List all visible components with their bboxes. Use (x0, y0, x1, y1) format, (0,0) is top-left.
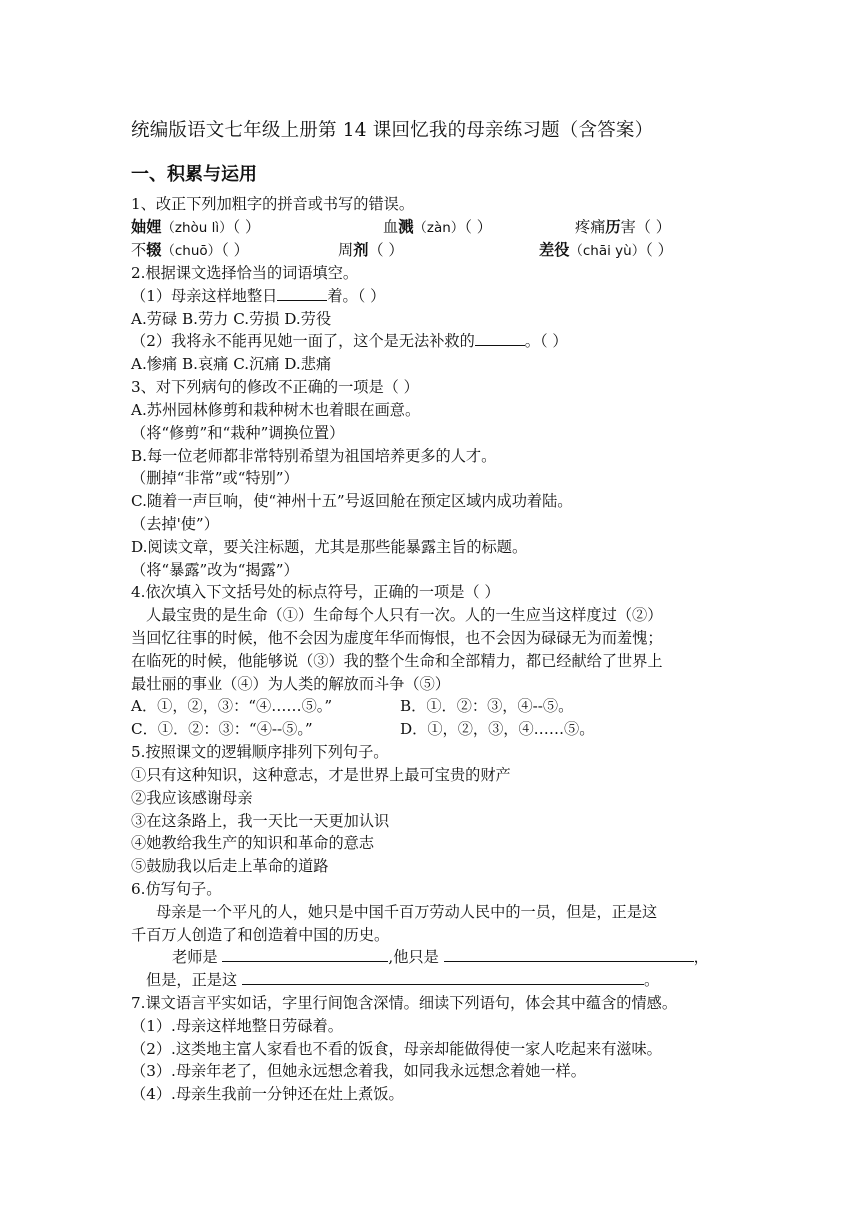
q1-w1-pinyin: （zhòu lì） (161, 220, 233, 236)
q5-sentence: ③在这条路上，我一天比一天更加认识 (131, 812, 390, 830)
q5-sentence: ①只有这种知识，这种意志，才是世界上最可宝贵的财产 (131, 766, 511, 784)
q1-stem: 1、改正下列加粗字的拼音或书写的错误。 (131, 195, 415, 213)
q6-fill-text: 。 (643, 971, 660, 989)
q3-option-d-note: （将“暴露”改为“揭露”） (131, 561, 299, 579)
q6-fill-text: ,他只是 (388, 948, 439, 966)
q2-stem: 2.根据课文选择恰当的词语填空。 (131, 264, 359, 282)
q6-fill-line-2 (146, 969, 659, 991)
q1-row2-b (338, 239, 404, 261)
q2-s2-blank[interactable] (475, 330, 525, 346)
q5-sentence: ②我应该感谢母亲 (131, 789, 253, 807)
q7-sentence: （1）.母亲这样地整日劳碌着。 (131, 1017, 343, 1035)
section-heading: 一、积累与运用 (131, 164, 257, 185)
q1-w5-word: 剂 (353, 241, 369, 259)
q1-w2-answer: （ ） (464, 218, 492, 236)
q2-s1-blank[interactable] (277, 285, 327, 301)
q2-s1-options: A.劳碌 B.劳力 C.劳损 D.劳役 (131, 310, 332, 328)
q3-option-b-note: （删掉“非常”或“特别”） (131, 469, 299, 487)
q6-blank-2[interactable] (444, 946, 694, 962)
q5-sentence: ⑤鼓励我以后走上革命的道路 (131, 857, 329, 875)
q1-w4-pinyin: （chuō） (161, 243, 222, 259)
q3-option-c: C.随着一声巨响，使“神州十五”号返回舱在预定区域内成功着陆。 (131, 492, 573, 510)
q2-s1-tail: 着。（ ） (327, 287, 386, 305)
q1-w6-answer: （ ） (645, 241, 673, 259)
q1-w5-answer: （ ） (368, 241, 404, 259)
q1-w4-pre: 不 (131, 241, 147, 259)
q7-sentence: （3）.母亲年老了，但她永远想念着我，如同我永远想念着她一样。 (131, 1062, 586, 1080)
q1-row2 (131, 239, 249, 262)
q1-row2-c (539, 239, 673, 262)
q6-example-line: 千百万人创造了和创造着中国的历史。 (131, 926, 390, 944)
q6-example-line: 母亲是一个平凡的人，她只是中国千百万劳动人民中的一员，但是，正是这 (156, 903, 658, 921)
q1-row1-b (383, 216, 492, 239)
q4-option-a: A．①，②，③：“④……⑤。” (131, 697, 333, 715)
q2-s1-text: （1）母亲这样地整日 (131, 287, 278, 305)
q6-fill-text: ， (693, 948, 709, 966)
q7-stem: 7.课文语言平实如话，字里行间饱含深情。细读下列语句，体会其中蕴含的情感。 (131, 994, 678, 1012)
q3-option-c-note: （去掉'使”） (131, 515, 219, 533)
q3-option-b: B.每一位老师都非常特别希望为祖国培养更多的人才。 (131, 447, 497, 465)
q4-option-d: D．①，②，③，④……⑤。 (400, 720, 595, 738)
q1-w3-word: 历 (605, 218, 621, 236)
q2-s2 (131, 330, 568, 352)
q1-w4-answer: （ ） (221, 241, 249, 259)
q1-w3-post: 害 (620, 218, 636, 236)
q4-passage-line: 最壮丽的事业（④）为人类的解放而斗争（⑤） (131, 675, 450, 693)
q2-s1 (131, 285, 385, 307)
q2-s2-options: A.惨痛 B.哀痛 C.沉痛 D.悲痛 (131, 355, 332, 373)
q1-w4-word: 辍 (146, 241, 162, 259)
q3-stem: 3、对下列病句的修改不正确的一项是（ ） (131, 378, 419, 396)
q6-fill-text: 老师是 (172, 948, 218, 966)
q1-w2-word: 溅 (398, 218, 414, 236)
q1-row1 (131, 216, 260, 239)
q1-w1-word: 妯娌 (131, 218, 162, 236)
q1-w1-answer: （ ） (232, 218, 261, 236)
q5-sentence: ④她教给我生产的知识和革命的意志 (131, 834, 374, 852)
q1-w5-pre: 周 (338, 241, 354, 259)
q4-passage-line: 当回忆往事的时候，他不会因为虚度年华而悔恨，也不会因为碌碌无为而羞愧； (131, 629, 663, 647)
q4-option-c: C．①．②：③：“④--⑤。” (131, 720, 313, 738)
q3-option-a-note: （将“修剪”和“栽种”调换位置） (131, 424, 345, 442)
q6-stem: 6.仿写句子。 (131, 880, 222, 898)
document-title: 统编版语文七年级上册第 14 课回忆我的母亲练习题（含答案） (131, 120, 654, 141)
q1-w6-word: 差役 (539, 241, 570, 259)
q1-w2-pinyin: （zàn） (413, 220, 465, 236)
q3-option-a: A.苏州园林修剪和栽种树木也着眼在画意。 (131, 401, 421, 419)
q6-fill-line-1 (172, 946, 709, 968)
q1-row1-c (575, 216, 671, 238)
q1-w3-answer: （ ） (635, 218, 671, 236)
q2-s2-text: （2）我将永不能再见她一面了，这个是无法补救的 (131, 332, 475, 350)
q1-w6-pinyin: （chāi yù） (569, 243, 646, 259)
q5-stem: 5.按照课文的逻辑顺序排列下列句子。 (131, 743, 389, 761)
q7-sentence: （4）.母亲生我前一分钟还在灶上煮饭。 (131, 1085, 404, 1103)
q6-fill-text: 但是，正是这 (146, 971, 238, 989)
q4-option-b: B．①．②：③，④--⑤。 (400, 697, 574, 715)
q1-w2-pre: 血 (383, 218, 399, 236)
q6-blank-3[interactable] (242, 969, 644, 985)
q4-passage-line: 在临死的时候，他能够说（③）我的整个生命和全部精力，都已经献给了世界上 (131, 652, 663, 670)
q1-w3-pre: 疼痛 (575, 218, 606, 236)
q4-passage-line: 人最宝贵的是生命（①）生命每个人只有一次。人的一生应当这样度过（②） (146, 606, 663, 624)
q7-sentence: （2）.这类地主富人家看也不看的饭食，母亲却能做得使一家人吃起来有滋味。 (131, 1040, 662, 1058)
q4-stem: 4.依次填入下文括号处的标点符号，正确的一项是（ ） (131, 583, 500, 601)
q2-s2-tail: 。（ ） (524, 332, 568, 350)
q3-option-d: D.阅读文章，要关注标题，尤其是那些能暴露主旨的标题。 (131, 538, 528, 556)
q6-blank-1[interactable] (222, 946, 388, 962)
